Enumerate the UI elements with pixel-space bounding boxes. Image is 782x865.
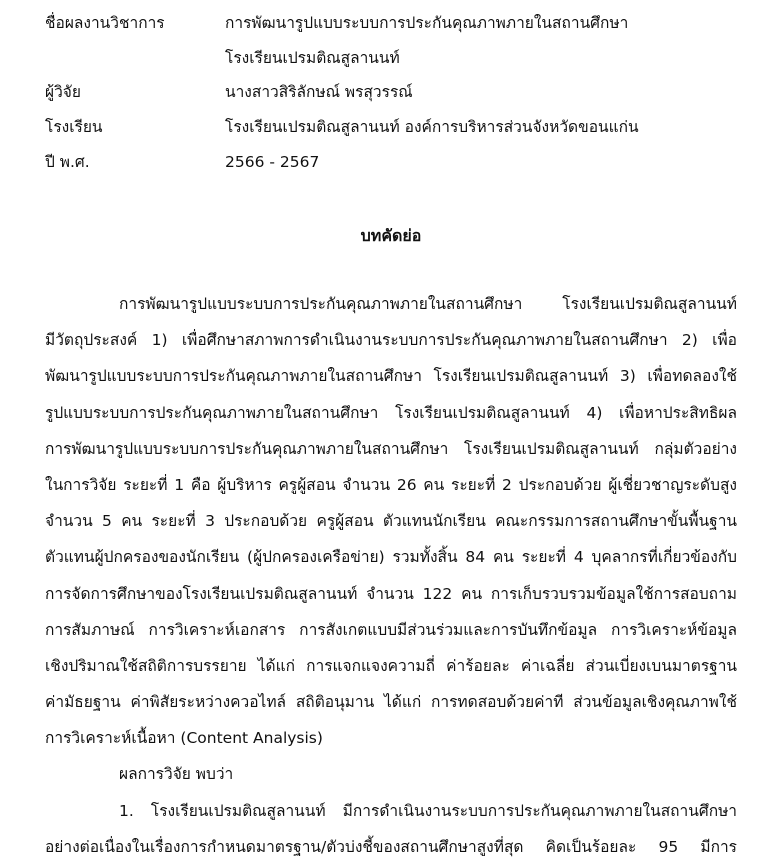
abstract-line: ในการวิจัย ระยะที่ 1 คือ ผู้บริหาร ครูผู้สอน จำนวน 26 คน ระยะที่ 2 ประกอบด้วย ผู้เชี่ยวชาญระดับสูง [45,475,737,494]
researcher-row [45,75,745,110]
title-value-line-1: การพัฒนารูปแบบระบบการประกันคุณภาพภายในสถานศึกษา [225,14,629,32]
researcher-value: นางสาวสิริลักษณ์ พรสุวรรณ์ [225,83,413,101]
abstract-line: เชิงปริมาณใช้สถิติการบรรยาย ได้แก่ การแจกแจงความถี่ ค่าร้อยละ ค่าเฉลี่ย ส่วนเบี่ยงเบนมาตรฐาน [45,656,737,675]
year-label: ปี พ.ศ. [45,153,90,171]
abstract-line: การจัดการศึกษาของโรงเรียนเปรมติณสูลานนท์ จำนวน 122 คน การเก็บรวบรวมข้อมูลใช้การสอบถาม [45,584,737,603]
results-intro: ผลการวิจัย พบว่า [119,765,234,784]
abstract-line: อย่างต่อเนื่องในเรื่องการกำหนดมาตรฐาน/ตัวบ่งชี้ของสถานศึกษาสูงที่สุด คิดเป็นร้อยละ 95 มีการ [45,837,737,856]
abstract-line: ค่ามัธยฐาน ค่าพิสัยระหว่างควอไทล์ สถิติอนุมาน ได้แก่ การทดสอบด้วยค่าที ส่วนข้อมูลเชิงคุณภาพใช้ [45,693,737,712]
title-value-line-2: โรงเรียนเปรมติณสูลานนท์ [225,49,400,67]
school-label: โรงเรียน [45,118,103,136]
abstract-line: การพัฒนารูปแบบระบบการประกันคุณภาพภายในสถานศึกษา โรงเรียนเปรมติณสูลานนท์ [119,295,737,313]
abstract-line: ตัวแทนผู้ปกครองของนักเรียน (ผู้ปกครองเครือข่าย) รวมทั้งสิ้น 84 คน ระยะที่ 4 บุคลากรที่เกี่ยวข้องกับ [45,548,737,567]
abstract-line: การวิเคราะห์เนื้อหา (Content Analysis) [45,729,323,748]
abstract-line: รูปแบบระบบการประกันคุณภาพภายในสถานศึกษา โรงเรียนเปรมติณสูลานนท์ 4) เพื่อหาประสิทธิผล [45,403,737,422]
year-value: 2566 - 2567 [225,153,320,171]
title-row-continued [45,41,745,75]
abstract-line: มีวัตถุประสงค์ 1) เพื่อศึกษาสภาพการดำเนินงานระบบการประกันคุณภาพภายในสถานศึกษา 2) เพื่อ [45,331,737,350]
title-label: ชื่อผลงานวิชาการ [45,14,165,32]
researcher-label: ผู้วิจัย [45,83,81,101]
abstract-line: การสัมภาษณ์ การวิเคราะห์เอกสาร การสังเกตแบบมีส่วนร่วมและการบันทึกข้อมูล การวิเคราะห์ข้อมูล [45,620,737,639]
abstract-body [45,286,737,865]
abstract-line: จำนวน 5 คน ระยะที่ 3 ประกอบด้วย ครูผู้สอน ตัวแทนนักเรียน คณะกรรมการสถานศึกษาขั้นพื้นฐาน [45,512,737,531]
abstract-heading: บทคัดย่อ [360,226,422,245]
abstract-line: การพัฒนารูปแบบระบบการประกันคุณภาพภายในสถานศึกษา โรงเรียนเปรมติณสูลานนท์ กลุ่มตัวอย่าง [45,439,737,458]
school-value: โรงเรียนเปรมติณสูลานนท์ องค์การบริหารส่วนจังหวัดขอนแก่น [225,118,639,136]
school-row [45,110,745,145]
title-row [45,6,745,41]
result-item-1: 1. โรงเรียนเปรมติณสูลานนท์ มีการดำเนินงานระบบการประกันคุณภาพภายในสถานศึกษา [119,801,737,820]
document-metadata [45,6,745,180]
year-row [45,145,745,180]
abstract-line: พัฒนารูปแบบระบบการประกันคุณภาพภายในสถานศึกษา โรงเรียนเปรมติณสูลานนท์ 3) เพื่อทดลองใช้ [45,367,737,386]
